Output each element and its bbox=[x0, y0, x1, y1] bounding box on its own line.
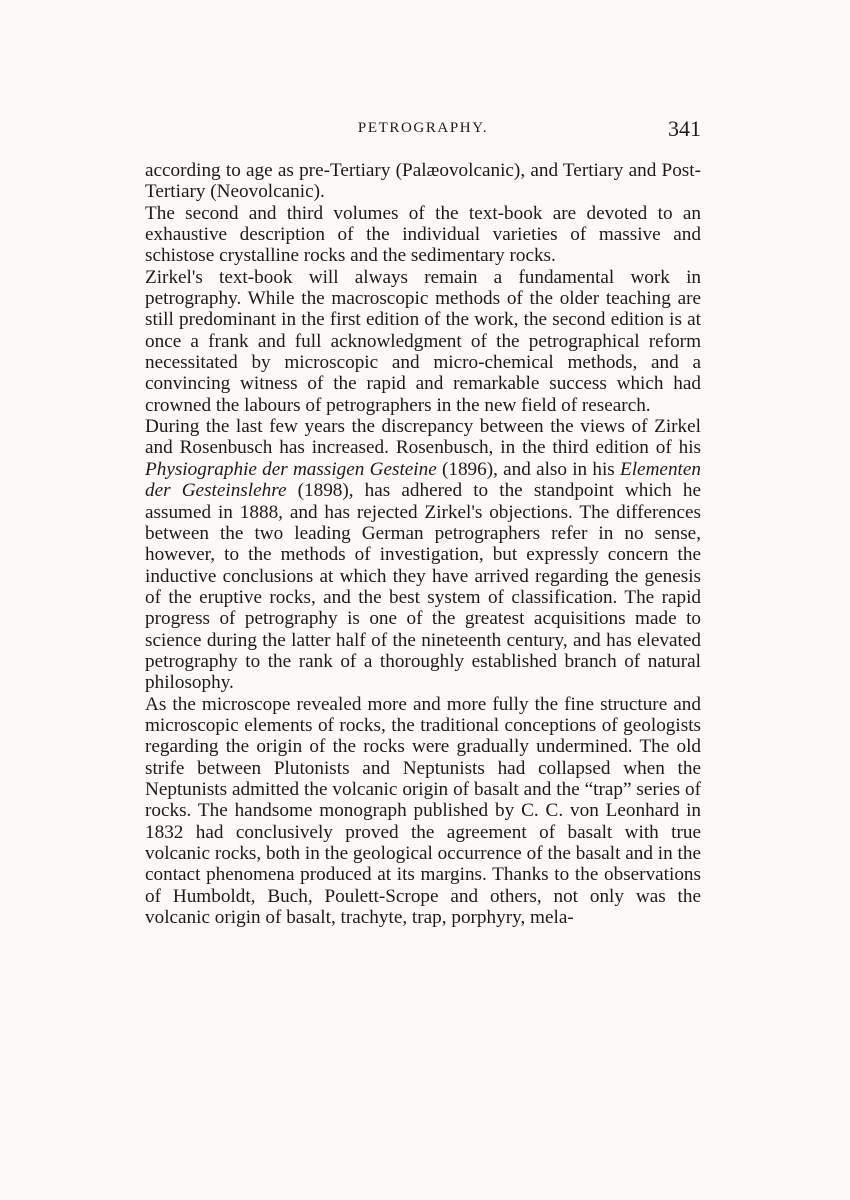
page-number: 341 bbox=[668, 116, 701, 141]
paragraph-4-part-3: (1898), has adhered to the standpoint which he assumed in 1888, and has rejected Zirkel's objections. The differences between the two leading German petrographers refer in no sense, however, to the methods of investigation, but expressly concern the inductive conclusions at which they have arrived regarding the genesis of the eruptive rocks, and the best system of classification. The rapid progress of petrography is one of the greatest acquisitions made to science during the latter half of the nineteenth century, and has elevated petrography to the rank of a thoroughly established branch of natural philosophy. bbox=[145, 480, 702, 694]
running-title: PETROGRAPHY. bbox=[357, 120, 489, 136]
paragraph-2: The second and third volumes of the text-book are devoted to an exhaustive description of the individual varieties of massive and schistose crystalline rocks and the sedimentary rocks. bbox=[145, 202, 701, 267]
paragraph-1: according to age as pre-Tertiary (Palæovolcanic), and Tertiary and Post-Tertiary (Neovolcanic). bbox=[145, 160, 701, 203]
body-text bbox=[145, 160, 701, 928]
paragraph-4-part-2: (1896), and also in his bbox=[436, 458, 620, 480]
book-title-elementen: Elementen der Gesteinslehre bbox=[145, 458, 701, 502]
book-page bbox=[145, 116, 702, 929]
paragraph-5: As the microscope revealed more and more fully the fine structure and microscopic elements of rocks, the traditional conceptions of geologists regarding the origin of the rocks were gradually undermined. The old strife between Plutonists and Neptunists had collapsed when the Neptunists admitted the volcanic origin of basalt and the “trap” series of rocks. The handsome monograph published by C. C. von Leonhard in 1832 had conclusively proved the agreement of basalt with true volcanic rocks, both in the geological occurrence of the basalt and in the contact phenomena produced at its margins. Thanks to the observations of Humboldt, Buch, Poulett-Scrope and others, not only was the volcanic origin of basalt, trachyte, trap, porphyry, mela- bbox=[145, 693, 701, 929]
paragraph-4-part-1: During the last few years the discrepancy between the views of Zirkel and Rosenbusch has increased. Rosenbusch, in the third edition of his bbox=[145, 416, 701, 459]
running-head bbox=[145, 116, 701, 160]
paragraph-4 bbox=[145, 416, 701, 693]
paragraph-3: Zirkel's text-book will always remain a fundamental work in petrography. While the macroscopic methods of the older teaching are still predominant in the first edition of the work, the second edition is at once a frank and full acknowledgment of the petrographical reform necessitated by microscopic and micro-chemical methods, and a convincing witness of the rapid and remarkable success which had crowned the labours of petrographers in the new field of research. bbox=[145, 266, 701, 416]
book-title-physiographie: Physiographie der massigen Gesteine bbox=[145, 458, 437, 480]
